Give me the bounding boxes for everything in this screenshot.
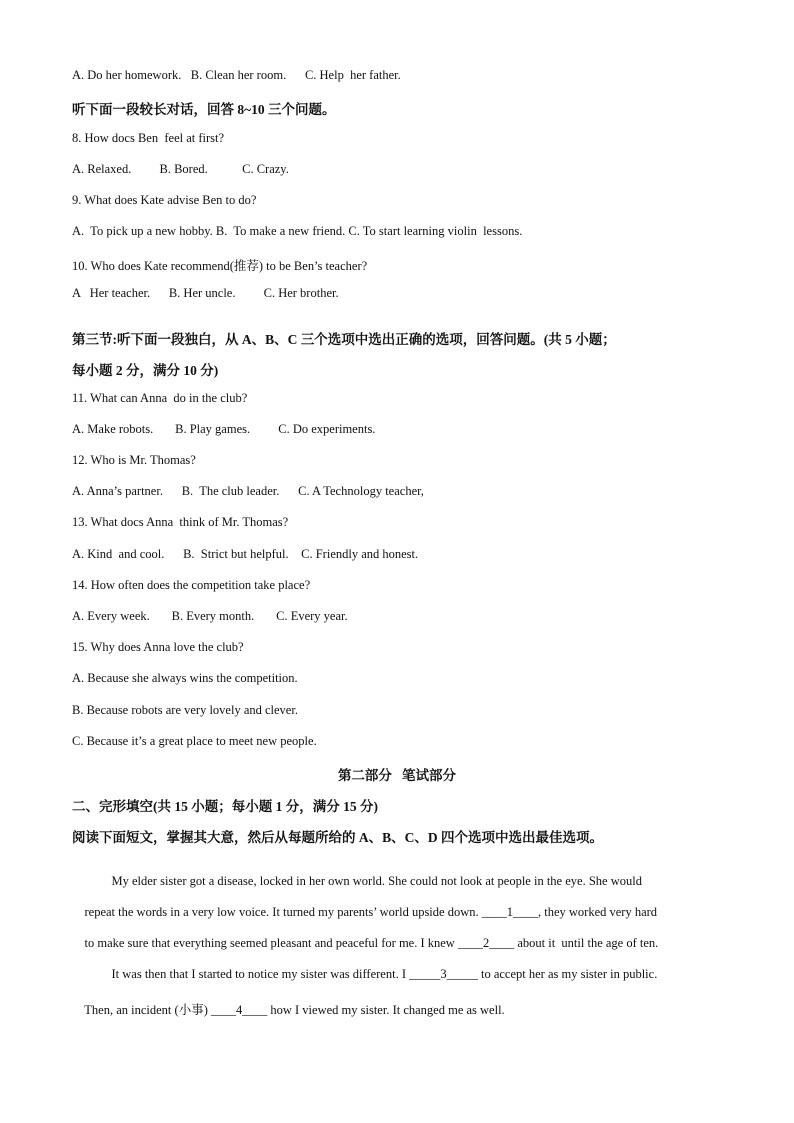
blank-4: ____4____ <box>210 1003 268 1017</box>
q11-options: A. Make robots. B. Play games. C. Do experiments. <box>72 422 376 436</box>
q7-options: A. Do her homework. B. Clean her room. C. Help her father. <box>72 68 401 82</box>
passage-text: how I viewed my sister. It changed me as well. <box>267 1003 505 1017</box>
question-15: 15. Why does Anna love the club? <box>72 640 244 654</box>
passage-text: to accept her as my sister in public. <box>477 967 658 981</box>
section-instruction-8-10: 听下面一段较长对话，回答 8~10 三个问题。 <box>72 102 336 117</box>
part-title: 第二部分 笔试部分 <box>337 768 457 783</box>
blank-2: ____2____ <box>457 936 515 950</box>
section3-title-line2: 每小题 2 分，满分 10 分) <box>72 363 219 378</box>
q15-option-a: A. Because she always wins the competition. <box>72 671 298 685</box>
blank-1: ____1____ <box>481 905 538 919</box>
passage-text: repeat the words in a very low voice. It turned my parents’ world upside down. <box>84 905 482 919</box>
passage-text: Then, an incident (小事) <box>84 1003 211 1017</box>
section3-title-line1: 第三节:听下面一段独白，从 A、B、C 三个选项中选出正确的选项，回答问题。(共 5 小题； <box>72 332 616 347</box>
passage-text: , they worked very hard <box>537 905 658 919</box>
q14-options: A. Every week. B. Every month. C. Every year. <box>72 609 348 623</box>
q15-option-b: B. Because robots are very lovely and clever. <box>72 703 298 717</box>
question-14: 14. How often does the competition take place? <box>72 578 311 592</box>
question-10: 10. Who does Kate recommend(推荐) to be Ben’s teacher? <box>72 259 368 273</box>
passage-text: It was then that I started to notice my sister was different. I <box>111 967 410 981</box>
q12-options: A. Anna’s partner. B. The club leader. C. A Technology teacher, <box>72 484 424 498</box>
passage-text: My elder sister got a disease, locked in her own world. She could not look at people in the eye. She would <box>111 874 642 888</box>
q15-option-c: C. Because it’s a great place to meet new people. <box>72 734 317 748</box>
question-12: 12. Who is Mr. Thomas? <box>72 453 196 467</box>
question-11: 11. What can Anna do in the club? <box>72 391 248 405</box>
question-9: 9. What does Kate advise Ben to do? <box>72 193 257 207</box>
question-13: 13. What docs Anna think of Mr. Thomas? <box>72 515 289 529</box>
passage-line-5 <box>72 985 505 1033</box>
q8-options: A. Relaxed. B. Bored. C. Crazy. <box>72 162 289 176</box>
blank-3: _____3_____ <box>409 967 478 981</box>
section2-instruction: 阅读下面短文，掌握其大意，然后从每题所给的 A、B、C、D 四个选项中选出最佳选项。 <box>72 830 604 845</box>
q9-options: A. To pick up a new hobby. B. To make a new friend. C. To start learning violin lessons. <box>72 224 523 238</box>
passage-text: about it until the age of ten. <box>514 936 659 950</box>
passage-text: to make sure that everything seemed pleasant and peaceful for me. I knew <box>84 936 458 950</box>
q13-options: A. Kind and cool. B. Strict but helpful. C. Friendly and honest. <box>72 547 419 561</box>
q10-options: A Her teacher. B. Her uncle. C. Her brother. <box>72 286 339 300</box>
section2-title: 二、完形填空(共 15 小题；每小题 1 分，满分 15 分) <box>72 799 378 814</box>
question-8: 8. How docs Ben feel at first? <box>72 131 225 145</box>
